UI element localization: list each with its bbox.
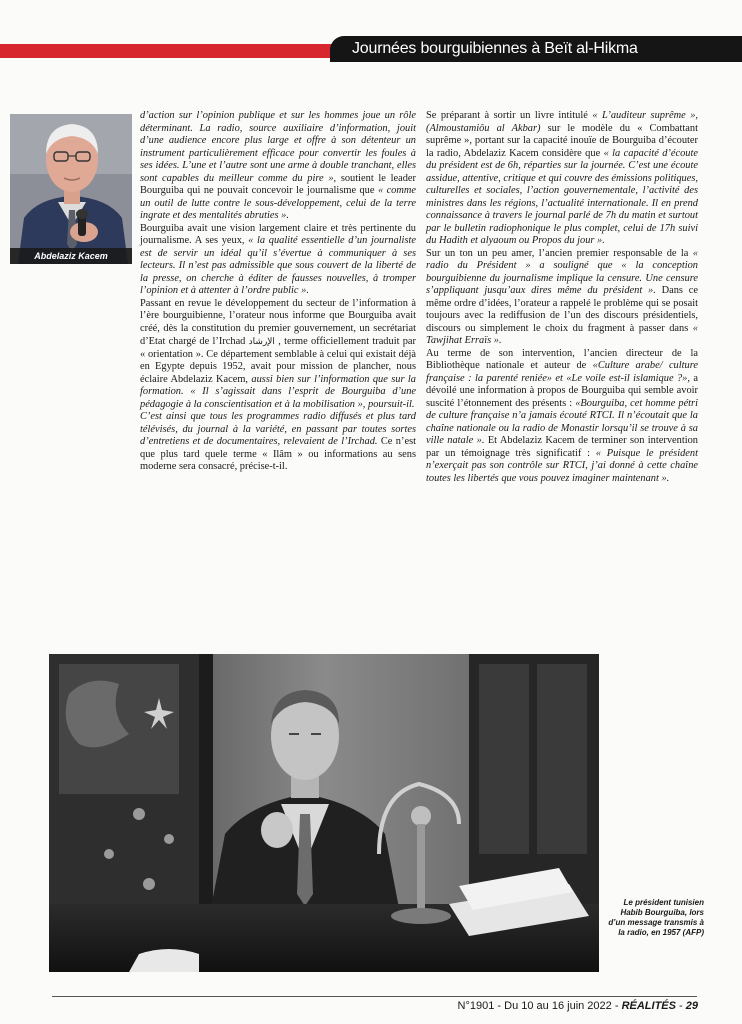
page-number: 29: [685, 1000, 698, 1012]
paragraph: [140, 411, 416, 474]
body-text: a dévoilé une information à propos de Bourguiba qui semble avoir suscité l’étonnement des présents :: [426, 372, 698, 409]
magazine-name: RÉALITÉS: [621, 1000, 676, 1012]
body-text: Passant en revue le développement du secteur de l’information à l’ère bourguibienne, l’orateur nous informe que Bourguiba avait créé, dès la constitution du premier gouvernement, un secrétariat d’Etat chargé de l’Irchad: [140, 297, 416, 347]
arabic-term: الإرشاد: [248, 336, 275, 346]
footer-divider: [52, 996, 697, 997]
body-text: soutient le leader Bourguiba qui ne pouvait concevoir le journalisme que: [140, 172, 416, 196]
body-text: Se préparant à sortir un livre intitulé: [426, 110, 593, 121]
paragraph: [140, 223, 416, 298]
portrait-photo: [10, 114, 132, 264]
quote-text: « comme un outil de lutte contre le sous-développement, celui de la terre ingrate et des mentalités abruties ».: [140, 185, 416, 221]
quote-text: « la capacité d’écoute du président est de 6h, réparties sur la journée. C’est une écoute assidue, attentive, critique et qui couvre des émissions politiques, culturelles et sociales, l’action gouvernementale, l’activité des ministres dans les régions, l’actualité internationale. Il en prend connaissance à travers le journal parlé de 7h du matin et surtout par le bulletin radiophonique le plus complet, celui de 17h suivi du Hadith et alyaoum ou Propos du jour ».: [426, 147, 698, 246]
page-footer: [458, 998, 698, 1014]
archive-photo-illustration: [49, 654, 599, 972]
paragraph: [426, 248, 698, 348]
paragraph: [426, 110, 698, 248]
portrait-illustration: [10, 114, 132, 264]
quote-text: d’action sur l’opinion publique et sur les hommes joue un rôle déterminant. La radio, source auxiliaire d’information, jouit d’une audience encore plus large et offre à son détenteur un instrument particulièrement efficace pour convertir les foules à ses idées. L’une et l’autre sont une arme à double tranchant, elles sont capables du meilleur comme du pire »,: [140, 110, 416, 184]
quote-text: «Culture arabe/ culture française : la parenté reniée» et «Le voile est-il islamique ?»,: [426, 360, 698, 384]
body-text: Ce n’est que plus tard quele terme « Ilâm » ou informations au sens moderne sera consacré, précise-t-il.: [140, 436, 416, 472]
quote-text: C’est ainsi que tous les programmes radio diffusés et plus tard télévisés, du journal à la variété, en passant par toutes sortes d’entretiens et de documentaires, relevaient de l’Irchad.: [140, 411, 416, 447]
issue-info: N°1901 - Du 10 au 16 juin 2022 -: [457, 1000, 622, 1012]
paragraph: [140, 110, 416, 223]
photo-caption: Le président tunisien Habib Bourguiba, lors d’un message transmis à la radio, en 1957 (AFP): [608, 898, 704, 937]
quote-text: « Puisque le président n’exerçait pas son contrôle sur RTCI, j’ai donné à cette chaîne toutes les libertés que vous pouvez imaginer maintenant ».: [426, 447, 698, 484]
body-text: sur le modèle du « Combattant suprême », portant sur la capacité inouïe de Bourguiba d’écouter la radio, Abdelaziz Kacem considère que: [426, 122, 698, 159]
page-separator: -: [675, 1000, 686, 1012]
quote-text: « Tawjihat Erraïs ».: [426, 322, 698, 346]
quote-text: aussi bien sur l’information que sur la formation. « Il s’agissait dans l’esprit de Bourguiba d’une pédagogie à la conscientisation et à la mobilisation », poursuit-il.: [140, 373, 416, 410]
body-text: Au terme de son intervention, l’ancien directeur de la Bibliothèque nationale et auteur de: [426, 347, 698, 371]
article-column-left: [140, 110, 416, 642]
body-text: Dans ce même ordre d’idées, l’orateur a rappelé le problème qui se posait toujours avec la rediffusion de l’un des discours présidentiels, discours ou simplement le choix du fragment à passer dans: [426, 285, 698, 334]
body-text: Bourguiba avait une vision largement claire et très pertinente du journalisme. A ses yeux,: [140, 222, 416, 246]
paragraph: [140, 298, 416, 412]
portrait-caption: Abdelaziz Kacem: [10, 248, 132, 264]
body-text: Et Abdelaziz Kacem de terminer son intervention par un témoignage très significatif :: [426, 435, 698, 459]
archive-photo: [49, 654, 599, 972]
body-text: , terme officiellement traduit par « orientation ». Ce département semblable à celui qui existait déjà en Egypte depuis 1952, avait pour mission de plancher, nous éclaire Abdelaziz Kacem,: [140, 336, 417, 385]
quote-text: «Bourguiba, cet homme pétri de culture française n’a jamais écouté RTCI. Il n’écoutait que la chaîne nationale ou la radio de Monastir lorsqu’il se trouve à sa ville natale ».: [426, 397, 698, 446]
quote-text: « L’auditeur suprême », (Almoustamiôu al Akbar): [426, 110, 698, 134]
quote-text: « la qualité essentielle d’un journaliste est de servir un idéal qu’il s’évertue à communiquer à ses lecteurs. Il n’est pas admissible que sous couvert de la liberté de la presse, on cherche à éditer de fausses nouvelles, à tromper l’opinion et à attenter à l’ordre public ».: [140, 235, 416, 296]
header-red-band: [0, 44, 338, 58]
quote-text: « radio du Président » a souligné que « la conception bourguibienne du journalisme implique la censure. Une censure s’appliquant jusqu’aux dires même du président ».: [426, 247, 698, 296]
body-text: Sur un ton un peu amer, l’ancien premier responsable de la: [426, 247, 693, 259]
article-column-right: [426, 110, 698, 642]
section-title: Journées bourguibiennes à Beït al-Hikma: [352, 40, 638, 57]
paragraph: [426, 348, 698, 486]
